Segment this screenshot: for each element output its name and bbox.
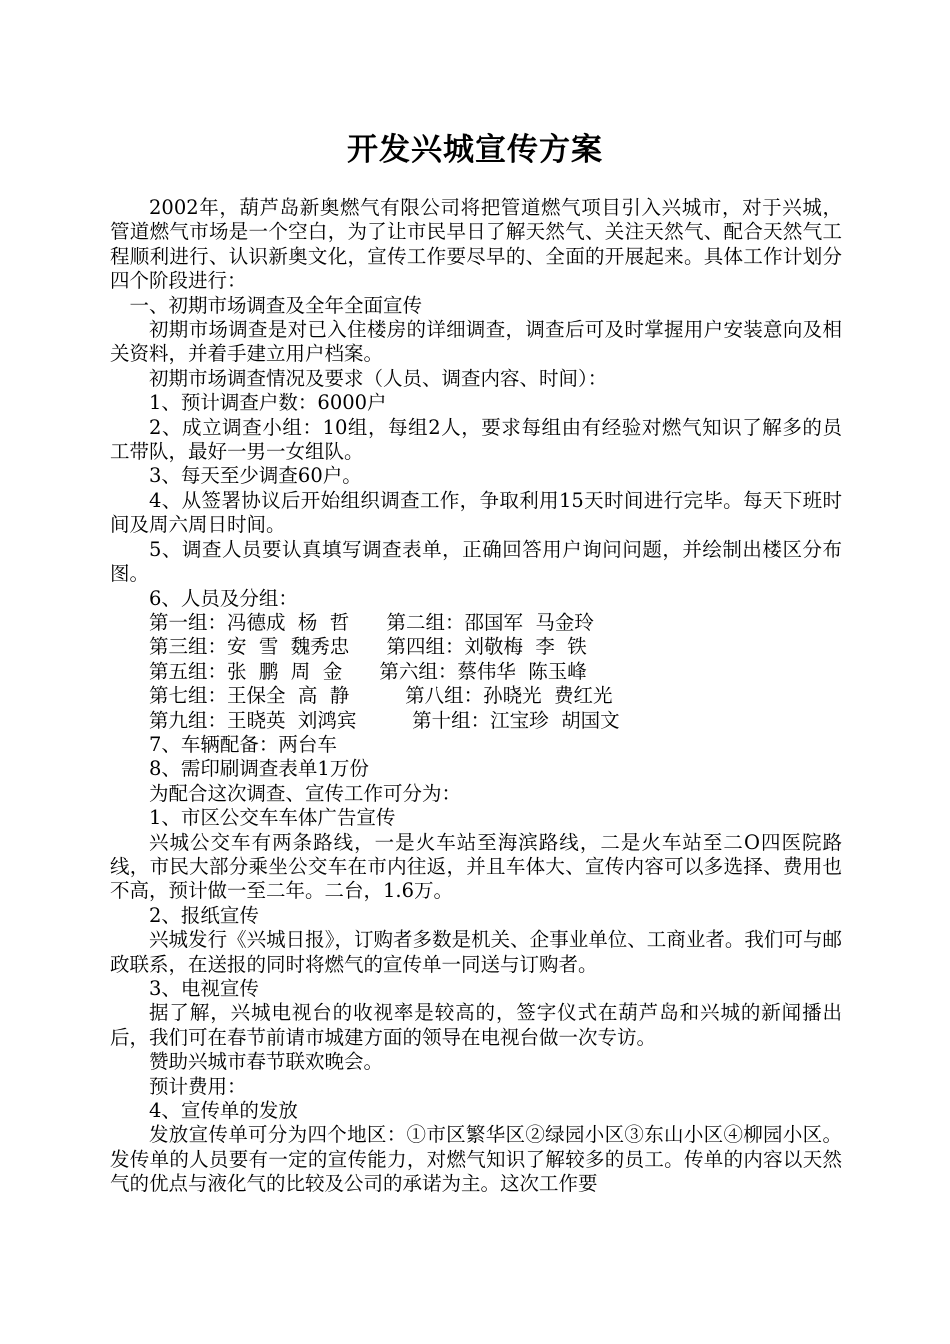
group-line-3: 第五组：张 鹏 周 金 第六组：蔡伟华 陈玉峰 bbox=[149, 659, 587, 683]
group-line-4: 第七组：王保全 高 静 第八组：孙晓光 费红光 bbox=[149, 684, 613, 708]
item-6: 6、人员及分组： bbox=[149, 586, 298, 610]
survey-description: 初期市场调查是对已入住楼房的详细调查，调查后可及时掌握用户安装意向及相关资料，并着手建立用户档案。 bbox=[110, 318, 842, 366]
item-5: 5、调查人员要认真填写调查表单，正确回答用户询问问题，并绘制出楼区分布图。 bbox=[110, 537, 842, 586]
publicity-item-1: 1、市区公交车车体广告宣传 bbox=[149, 806, 396, 830]
publicity-item-1-desc: 兴城公交车有两条路线，一是火车站至海滨路线，二是火车站至二O四医院路线，市民大部分乘坐公交车在市内往返，并且车体大、宣传内容可以多选择、费用也不高，预计做一至二年。二台，1.6万。 bbox=[110, 830, 842, 903]
section-heading-1: 一、初期市场调查及全年全面宣传 bbox=[129, 293, 423, 317]
publicity-item-3-cost: 预计费用： bbox=[149, 1074, 247, 1098]
item-7: 7、车辆配备：两台车 bbox=[149, 732, 337, 756]
publicity-intro: 为配合这次调查、宣传工作可分为： bbox=[149, 781, 462, 805]
group-line-2: 第三组：安 雪 魏秀忠 第四组：刘敬梅 李 铁 bbox=[149, 635, 587, 659]
item-8: 8、需印刷调查表单1万份 bbox=[149, 757, 369, 781]
document-title: 开发兴城宣传方案 bbox=[347, 132, 603, 168]
publicity-item-3-sponsor: 赞助兴城市春节联欢晚会。 bbox=[149, 1050, 384, 1074]
document-body bbox=[110, 196, 842, 1197]
intro-paragraph: 2002年，葫芦岛新奥燃气有限公司将把管道燃气项目引入兴城市，对于兴城，管道燃气市场是一个空白，为了让市民早日了解天然气、关注天然气、配合天然气工程顺利进行、认识新奥文化，宣传工作要尽早的、全面的开展起来。具体工作计划分四个阶段进行： bbox=[110, 196, 842, 293]
publicity-item-4: 4、宣传单的发放 bbox=[149, 1099, 298, 1123]
item-2: 2、成立调查小组：10组，每组2人，要求每组由有经验对燃气知识了解多的员工带队，最好一男一女组队。 bbox=[110, 415, 842, 464]
publicity-item-3: 3、电视宣传 bbox=[149, 977, 259, 1000]
item-3: 3、每天至少调查60户。 bbox=[149, 464, 362, 488]
survey-requirements: 初期市场调查情况及要求（人员、调查内容、时间）： bbox=[149, 366, 608, 390]
item-4: 4、从签署协议后开始组织调查工作，争取利用15天时间进行完毕。每天下班时间及周六周日时间。 bbox=[110, 488, 842, 537]
item-1: 1、预计调查户数：6000户 bbox=[149, 391, 387, 415]
publicity-item-2-desc: 兴城发行《兴城日报》，订购者多数是机关、企事业单位、工商业者。我们可与邮政联系，在送报的同时将燃气的宣传单一同送与订购者。 bbox=[110, 928, 842, 976]
group-line-1: 第一组：冯德成 杨 哲 第二组：邵国军 马金玲 bbox=[149, 610, 594, 634]
publicity-item-2: 2、报纸宣传 bbox=[149, 903, 259, 927]
publicity-item-4-desc: 发放宣传单可分为四个地区：①市区繁华区②绿园小区③东山小区④柳园小区。发传单的人员要有一定的宣传能力，对燃气知识了解较多的员工。传单的内容以天然气的优点与液化气的比较及公司的承诺为主。这次工作要 bbox=[110, 1123, 842, 1196]
group-line-5: 第九组：王晓英 刘鸿宾 第十组：江宝珍 胡国文 bbox=[149, 708, 620, 732]
publicity-item-3-desc: 据了解，兴城电视台的收视率是较高的，签字仪式在葫芦岛和兴城的新闻播出后，我们可在春节前请市城建方面的领导在电视台做一次专访。 bbox=[110, 1001, 842, 1049]
